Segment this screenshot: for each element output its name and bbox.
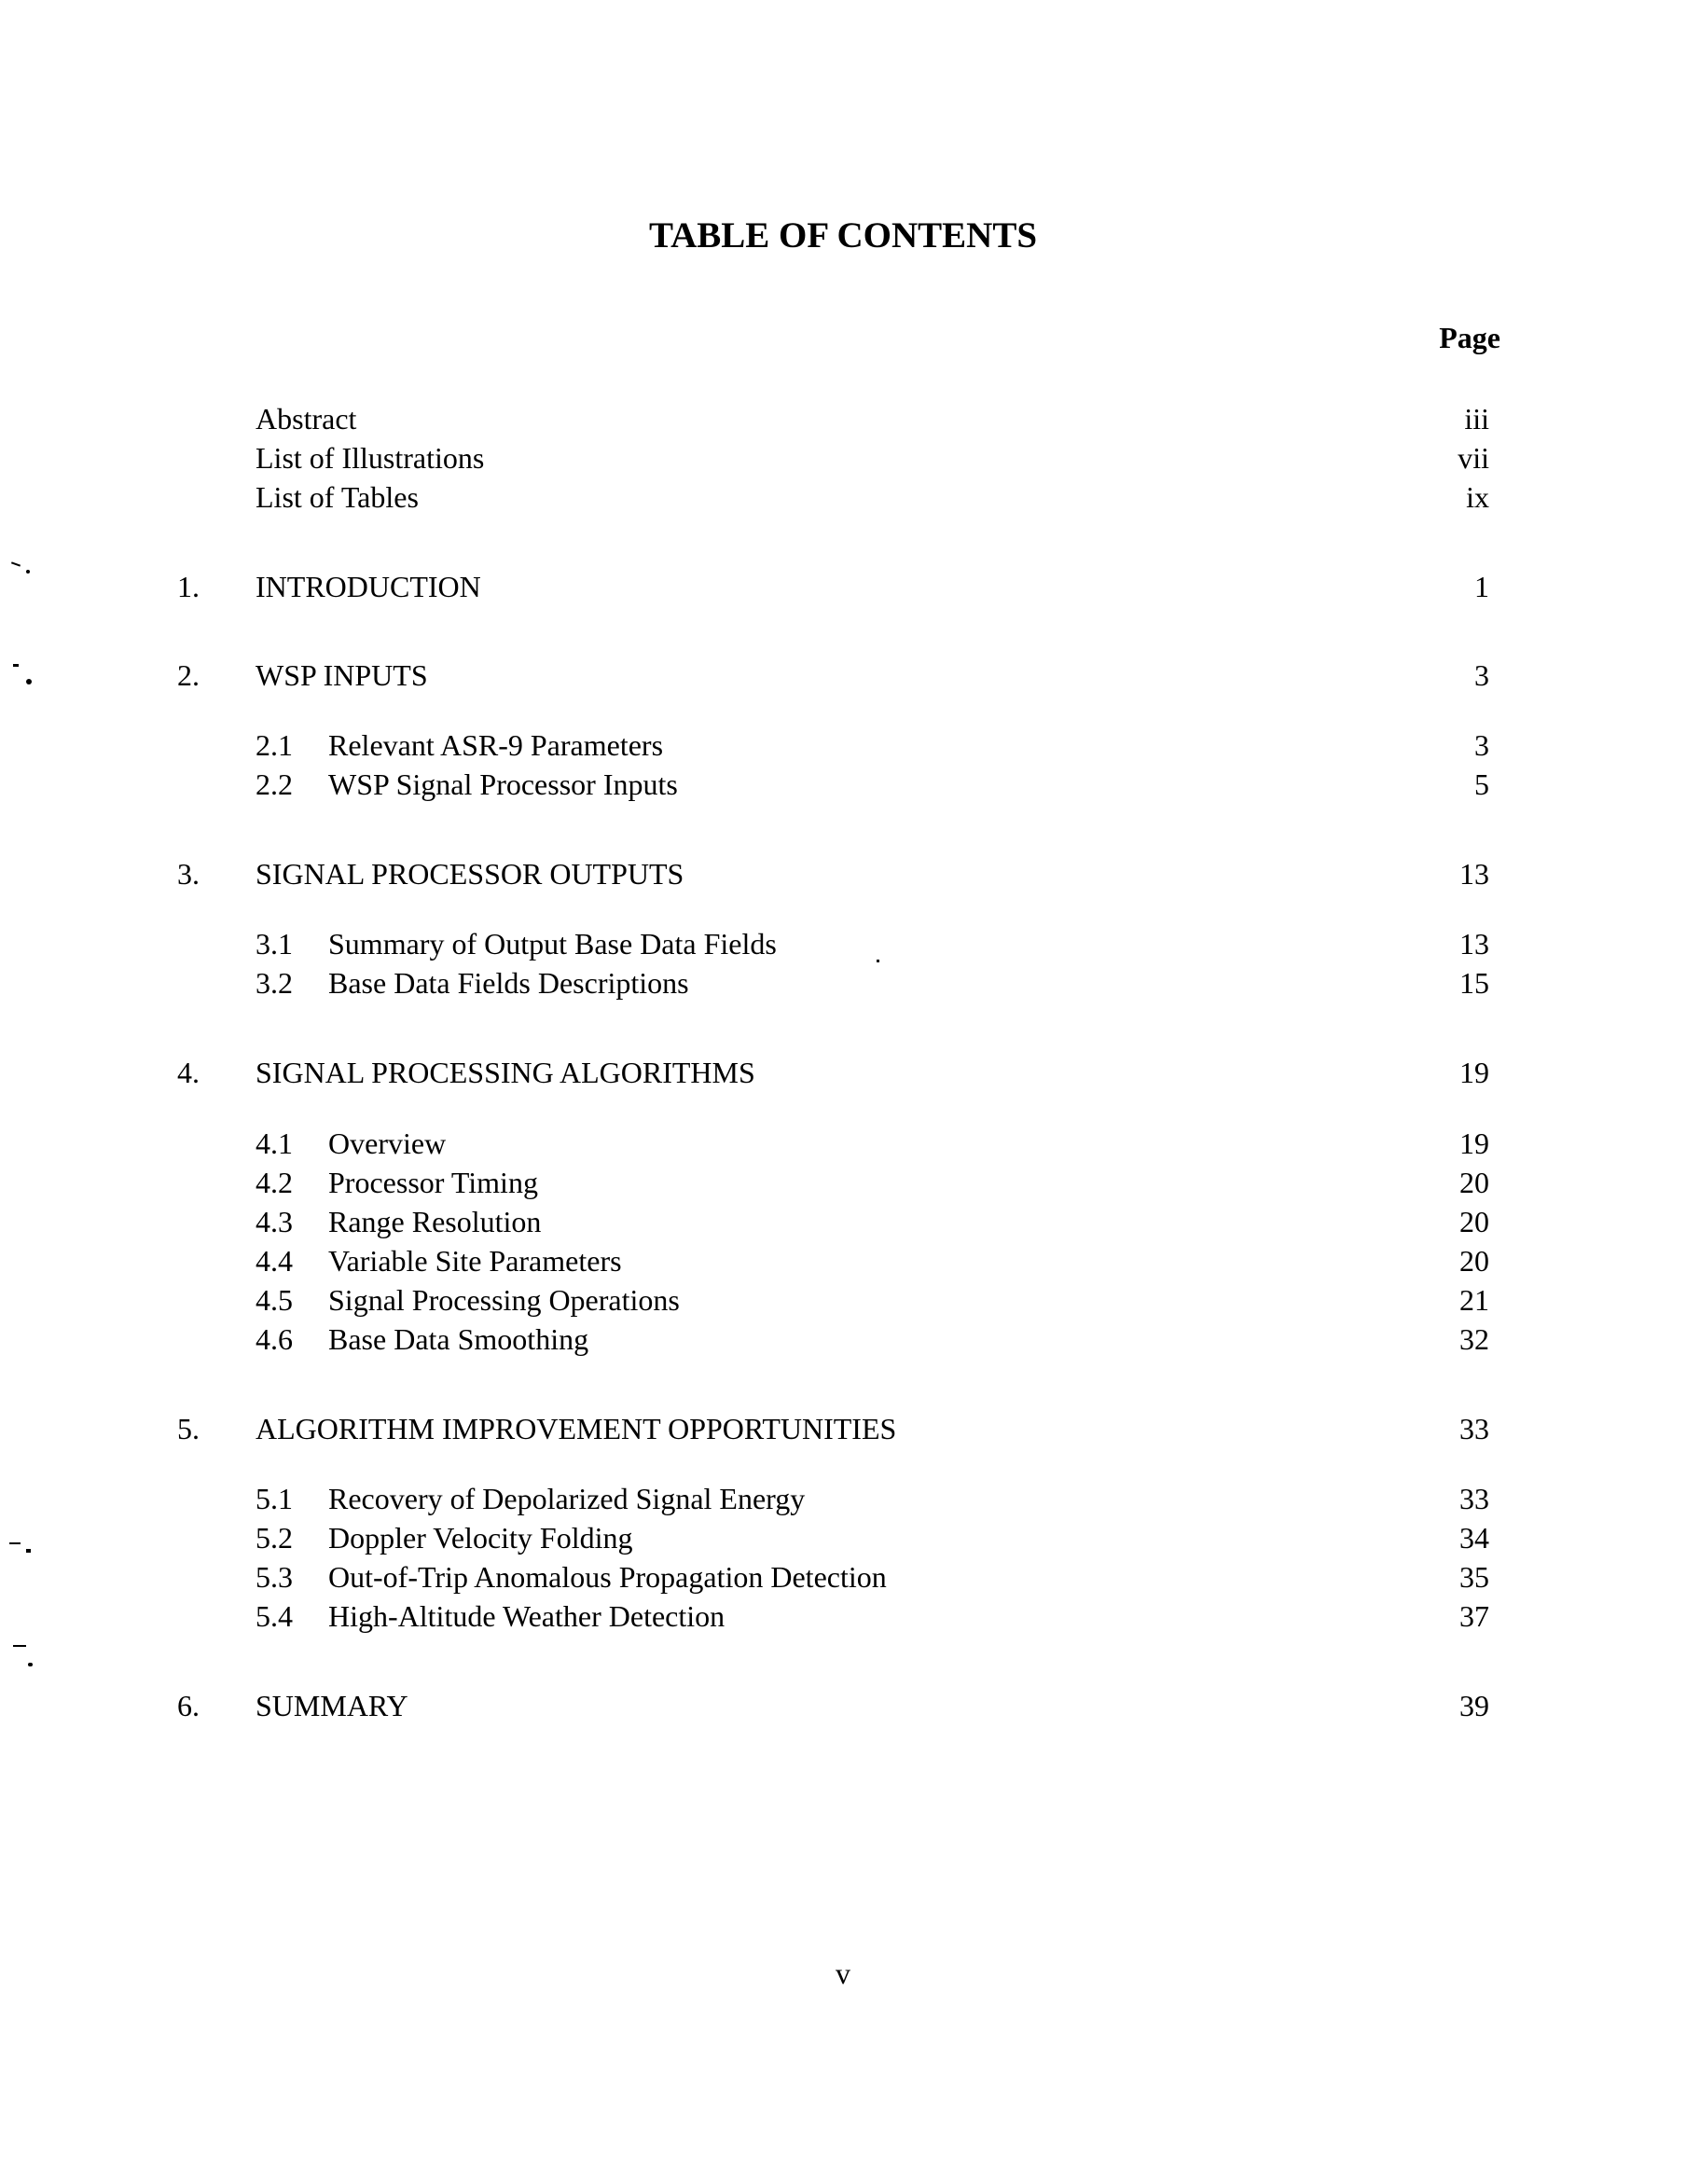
subsection-title: Variable Site Parameters bbox=[328, 1244, 622, 1278]
subsection-page: 20 bbox=[1459, 1166, 1489, 1199]
scan-speck bbox=[26, 1549, 31, 1553]
subsection-title: Overview bbox=[328, 1127, 447, 1160]
subsection-title: Signal Processing Operations bbox=[328, 1283, 680, 1317]
subsection-number: 4.3 bbox=[256, 1205, 293, 1238]
subsection-title: Recovery of Depolarized Signal Energy bbox=[328, 1482, 806, 1515]
section-number: 2. bbox=[177, 658, 200, 692]
scan-speck bbox=[9, 1542, 21, 1544]
section-title: WSP INPUTS bbox=[256, 658, 428, 692]
subsection-number: 3.2 bbox=[256, 966, 293, 1000]
section-number: 6. bbox=[177, 1689, 200, 1722]
subsection-page: 35 bbox=[1459, 1560, 1489, 1594]
subsection-title: Relevant ASR-9 Parameters bbox=[328, 728, 664, 762]
subsection-page: 21 bbox=[1459, 1283, 1489, 1317]
subsection-page: 32 bbox=[1459, 1322, 1489, 1356]
toc-entry-page: ix bbox=[1466, 480, 1489, 514]
subsection-title: Base Data Smoothing bbox=[328, 1322, 589, 1356]
subsection-number: 4.2 bbox=[256, 1166, 293, 1199]
subsection-number: 4.4 bbox=[256, 1244, 293, 1278]
scan-speck bbox=[26, 570, 30, 574]
toc-entry-title: List of Tables bbox=[256, 480, 419, 514]
subsection-page: 20 bbox=[1459, 1205, 1489, 1238]
subsection-title: High-Altitude Weather Detection bbox=[328, 1599, 726, 1633]
section-page: 33 bbox=[1459, 1412, 1489, 1445]
section-number: 3. bbox=[177, 857, 200, 891]
scan-speck bbox=[13, 664, 19, 667]
scan-speck bbox=[13, 1645, 26, 1647]
subsection-title: Summary of Output Base Data Fields bbox=[328, 927, 777, 961]
subsection-number: 5.2 bbox=[256, 1521, 293, 1555]
subsection-title: Range Resolution bbox=[328, 1205, 542, 1238]
page-title: TABLE OF CONTENTS bbox=[648, 215, 1038, 256]
scan-speck bbox=[28, 1663, 33, 1666]
subsection-number: 4.6 bbox=[256, 1322, 293, 1356]
toc-entry-page: vii bbox=[1458, 441, 1489, 475]
subsection-number: 3.1 bbox=[256, 927, 293, 961]
subsection-page: 5 bbox=[1474, 767, 1489, 801]
section-page: 13 bbox=[1459, 857, 1489, 891]
section-number: 1. bbox=[177, 570, 200, 603]
section-page: 1 bbox=[1474, 570, 1489, 603]
subsection-page: 37 bbox=[1459, 1599, 1489, 1633]
section-number: 5. bbox=[177, 1412, 200, 1445]
subsection-page: 15 bbox=[1459, 966, 1489, 1000]
subsection-title: Base Data Fields Descriptions bbox=[328, 966, 689, 1000]
subsection-page: 3 bbox=[1474, 728, 1489, 762]
subsection-page: 33 bbox=[1459, 1482, 1489, 1515]
subsection-number: 5.3 bbox=[256, 1560, 293, 1594]
scan-speck bbox=[11, 561, 21, 566]
section-page: 39 bbox=[1459, 1689, 1489, 1722]
subsection-page: 34 bbox=[1459, 1521, 1489, 1555]
subsection-number: 4.5 bbox=[256, 1283, 293, 1317]
subsection-page: 20 bbox=[1459, 1244, 1489, 1278]
subsection-title: Out-of-Trip Anomalous Propagation Detection bbox=[328, 1560, 887, 1594]
subsection-title: WSP Signal Processor Inputs bbox=[328, 767, 678, 801]
subsection-page: 13 bbox=[1459, 927, 1489, 961]
scan-speck bbox=[877, 960, 879, 962]
page-column-heading: Page bbox=[1439, 321, 1500, 354]
section-title: INTRODUCTION bbox=[256, 570, 481, 603]
subsection-title: Processor Timing bbox=[328, 1166, 538, 1199]
section-number: 4. bbox=[177, 1056, 200, 1089]
toc-entry-title: Abstract bbox=[256, 402, 357, 435]
subsection-number: 4.1 bbox=[256, 1127, 293, 1160]
subsection-number: 5.1 bbox=[256, 1482, 293, 1515]
subsection-number: 2.2 bbox=[256, 767, 293, 801]
section-page: 3 bbox=[1474, 658, 1489, 692]
subsection-page: 19 bbox=[1459, 1127, 1489, 1160]
section-title: SIGNAL PROCESSOR OUTPUTS bbox=[256, 857, 684, 891]
scan-speck bbox=[26, 679, 32, 684]
subsection-number: 5.4 bbox=[256, 1599, 293, 1633]
section-title: SUMMARY bbox=[256, 1689, 408, 1722]
section-title: SIGNAL PROCESSING ALGORITHMS bbox=[256, 1056, 755, 1089]
toc-entry-page: iii bbox=[1464, 402, 1489, 435]
page-folio: v bbox=[836, 1956, 850, 1990]
subsection-title: Doppler Velocity Folding bbox=[328, 1521, 633, 1555]
toc-entry-title: List of Illustrations bbox=[256, 441, 485, 475]
section-page: 19 bbox=[1459, 1056, 1489, 1089]
section-title: ALGORITHM IMPROVEMENT OPPORTUNITIES bbox=[256, 1412, 897, 1445]
subsection-number: 2.1 bbox=[256, 728, 293, 762]
